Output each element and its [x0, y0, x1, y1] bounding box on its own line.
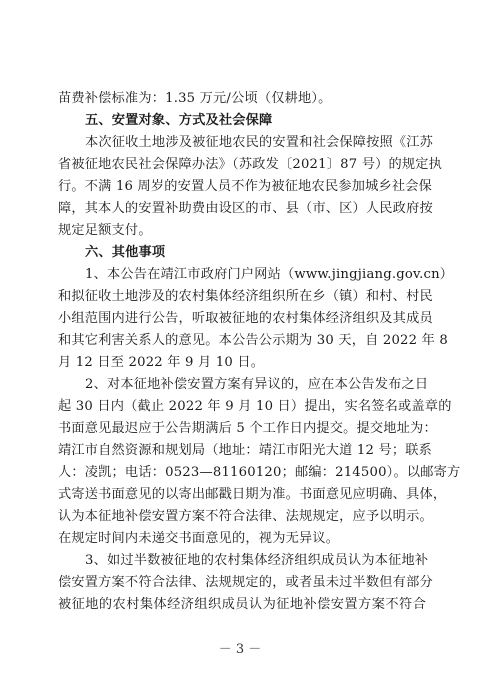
section-heading-5: 五、安置对象、方式及社会保障	[85, 113, 273, 128]
text-line: 本次征收土地涉及被征地农民的安置和社会保障按照《江苏	[85, 135, 434, 150]
page-number: － 3 －	[218, 642, 262, 657]
text-line: 在规定时间内未递交书面意见的，视为无异议。	[58, 531, 340, 546]
text-line: 认为本征地补偿安置方案不符合法律、法规规定，应予以明示。	[58, 509, 433, 524]
text-line: 省被征地农民社会保障办法》（苏政发〔2021〕87 号）的规定执	[58, 157, 443, 172]
text-line: 起 30 日内（截止 2022 年 9 月 10 日）提出，实名签名或盖章的	[58, 399, 452, 414]
text-line: 小组范围内进行公告，听取被征地的农村集体经济组织及其成员	[58, 311, 433, 326]
text-line: 2、对本征地补偿安置方案有异议的，应在本公告发布之日	[85, 377, 429, 392]
text-line: 规定足额支付。	[58, 223, 152, 238]
text-line: 月 12 日至 2022 年 9 月 10 日。	[58, 355, 265, 370]
text-line: 被征地的农村集体经济组织成员认为征地补偿安置方案不符合	[58, 597, 426, 612]
text-line: 偿安置方案不符合法律、法规规定的，或者虽未过半数但有部分	[58, 575, 433, 590]
text-line: 书面意见最迟应于公告期满后 5 个工作日内提交。提交地址为：	[58, 421, 437, 436]
document-body	[58, 88, 461, 616]
section-heading-6: 六、其他事项	[85, 245, 166, 260]
text-line: 苗费补偿标准为：1.35 万元/公顷（仅耕地）。	[58, 91, 332, 106]
text-line: 障，其本人的安置补助费由设区的市、县（市、区）人民政府按	[58, 201, 433, 216]
text-line: 式寄送书面意见的以寄出邮戳日期为准。书面意见应明确、具体，	[58, 487, 447, 502]
text-line: 行。不满 16 周岁的安置人员不作为被征地农民参加城乡社会保	[58, 179, 433, 194]
text-line: 靖江市自然资源和规划局（地址：靖江市阳光大道 12 号；联系	[58, 443, 433, 458]
text-line: 和其它利害关系人的意见。本公告公示期为 30 天，自 2022 年 8	[58, 333, 449, 348]
text-line: 和拟征收土地涉及的农村集体经济组织所在乡（镇）和村、村民	[58, 289, 433, 304]
text-line: 1、本公告在靖江市政府门户网站（www.jingjiang.gov.cn）	[85, 267, 454, 282]
text-line: 人：凌凯；电话：0523—81160120；邮编：214500）。以邮寄方	[58, 465, 461, 480]
text-line: 3、如过半数被征地的农村集体经济组织成员认为本征地补	[85, 553, 429, 568]
